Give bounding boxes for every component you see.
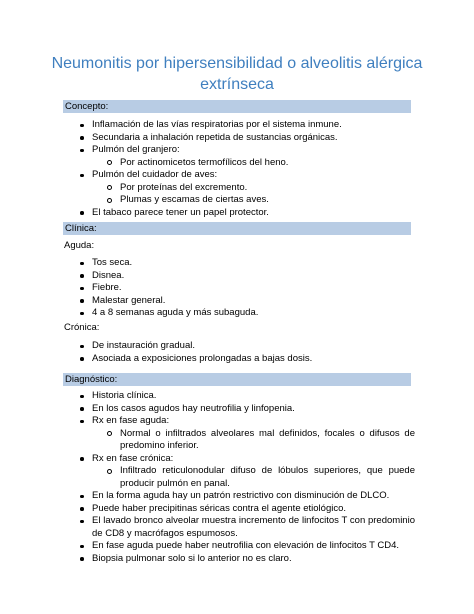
list-item: Malestar general. [63,295,413,308]
subheading-aguda: Aguda: [64,240,95,251]
list-item: Secundaria a inhalación repetida de sustancias orgánicas. [63,132,413,145]
list-item: El tabaco parece tener un papel protector. [63,207,413,220]
sub-list-item: Por actinomicetos termofílicos del heno. [63,157,413,170]
list-item: Pulmón del cuidador de aves: [63,169,413,182]
list-item: En los casos agudos hay neutrofilia y linfopenia. [63,403,415,416]
list-item: Disnea. [63,270,413,283]
cronica-list [63,340,413,365]
list-item: Rx en fase crónica: [63,453,415,466]
list-item: Rx en fase aguda: [63,415,415,428]
list-item: Biopsia pulmonar solo si lo anterior no es claro. [63,553,415,566]
list-item: 4 a 8 semanas aguda y más subaguda. [63,307,413,320]
list-item: Fiebre. [63,282,413,295]
list-item: Inflamación de las vías respiratorias por el sistema inmune. [63,119,413,132]
sub-list-item: Infiltrado reticulonodular difuso de lóbulos superiores, que puede producir pulmón en panal. [63,465,415,490]
sub-list-item: Plumas y escamas de ciertas aves. [63,194,413,207]
document-title: Neumonitis por hipersensibilidad o alveolitis alérgica extrínseca [51,55,423,93]
aguda-list [63,257,413,320]
list-item: Tos seca. [63,257,413,270]
sub-list-item: Normal o infiltrados alveolares mal definidos, focales o difusos de predomino inferior. [63,428,415,453]
list-item: En la forma aguda hay un patrón restrictivo con disminución de DLCO. [63,490,415,503]
list-item: Historia clínica. [63,390,415,403]
diagnostico-list [63,390,415,565]
subheading-cronica: Crónica: [64,322,100,333]
list-item: El lavado bronco alveolar muestra incremento de linfocitos T con predominio de CD8 y macrófagos espumosos. [63,515,415,540]
section-header-diagnostico: Diagnóstico: [63,373,411,386]
section-header-clinica: Clínica: [63,222,411,235]
list-item: Pulmón del granjero: [63,144,413,157]
section-header-concepto: Concepto: [63,100,411,113]
list-item: De instauración gradual. [63,340,413,353]
sub-list-item: Por proteínas del excremento. [63,182,413,195]
list-item: Puede haber precipitinas séricas contra el agente etiológico. [63,503,415,516]
list-item: En fase aguda puede haber neutrofilia con elevación de linfocitos T CD4. [63,540,415,553]
list-item: Asociada a exposiciones prolongadas a bajas dosis. [63,353,413,366]
concepto-list [63,119,413,219]
